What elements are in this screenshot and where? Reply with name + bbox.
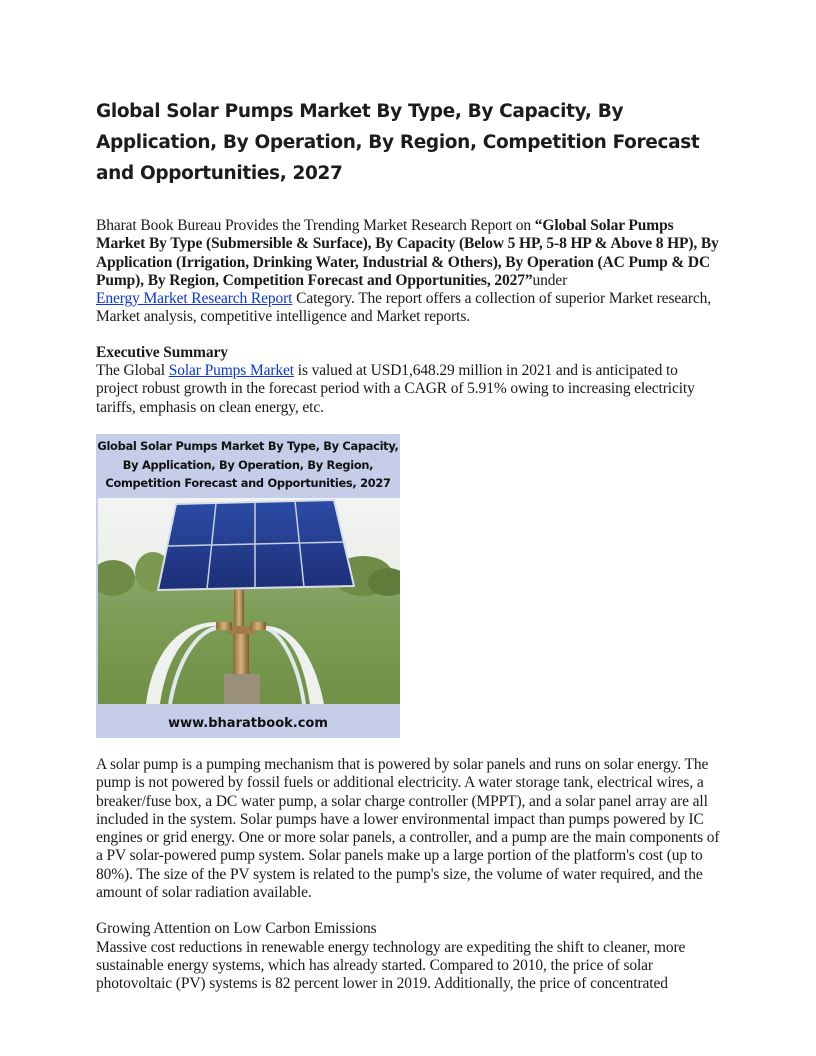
document-page bbox=[96, 96, 720, 994]
solar-pump-description: A solar pump is a pumping mechanism that is powered by solar panels and runs on solar energy. The pump is not powered by fossil fuels or additional electricity. A water storage tank, electrical wires, a breaker/fuse box, a DC water pump, a solar charge controller (MPPT), and a solar panel array are all included in the system. Solar pumps have a lower environmental impact than pumps powered by IC engines or grid energy. One or more solar panels, a controller, and a pump are the main components of a PV solar-powered pump system. Solar panels make up a large portion of the platform's cost (up to 80%). The size of the PV system is related to the pump's size, the volume of water required, and the amount of solar radiation available. bbox=[96, 755, 720, 902]
cover-url: www.bharatbook.com bbox=[168, 715, 328, 731]
energy-report-link[interactable]: Energy Market Research Report bbox=[96, 290, 293, 308]
solar-pump-photo bbox=[98, 498, 400, 704]
exec-lead: The Global bbox=[96, 362, 169, 380]
low-carbon-heading: Growing Attention on Low Carbon Emissions bbox=[96, 920, 377, 938]
intro-bold-title: “Global Solar Pumps Market By Type (Submersible & Surface), By Capacity (Below 5 HP, 5-8 HP & Above 8 HP), By Application (Irrigation, Drinking Water, Industrial & Others), By Operation (AC Pump & DC Pump), By Region, Competition Forecast and Opportunities, 2027” bbox=[96, 217, 719, 289]
low-carbon-paragraph: Massive cost reductions in renewable energy technology are expediting the shift to cleaner, more sustainable energy systems, which has already started. Compared to 2010, the price of solar photovoltaic (PV) systems is 82 percent lower in 2019. Additionally, the price of concentrated bbox=[96, 938, 686, 993]
intro-tail: Category. The report offers a collection of superior Market research, Market analysis, competitive intelligence and Market reports. bbox=[96, 290, 712, 326]
intro-under: under bbox=[532, 271, 568, 289]
solar-pumps-market-link[interactable]: Solar Pumps Market bbox=[168, 362, 294, 380]
executive-summary-paragraph bbox=[96, 362, 720, 417]
report-title: Global Solar Pumps Market By Type, By Capacity, By Application, By Operation, By Region, Competition Forecast and Opportunities, 2027 bbox=[96, 101, 700, 184]
cover-title: Global Solar Pumps Market By Type, By Capacity, By Application, By Operation, By Region, Competition Forecast and Opportunities, 2027 bbox=[97, 438, 399, 491]
intro-lead: Bharat Book Bureau Provides the Trending Market Research Report on bbox=[96, 217, 535, 234]
intro-paragraph bbox=[96, 217, 720, 327]
exec-tail: is valued at USD1,648.29 million in 2021 and is anticipated to project robust growth in the forecast period with a CAGR of 5.91% owing to increasing electricity tariffs, emphasis on clean energy, etc. bbox=[96, 362, 695, 416]
report-cover-image bbox=[96, 434, 400, 738]
executive-summary-heading: Executive Summary bbox=[96, 343, 228, 361]
